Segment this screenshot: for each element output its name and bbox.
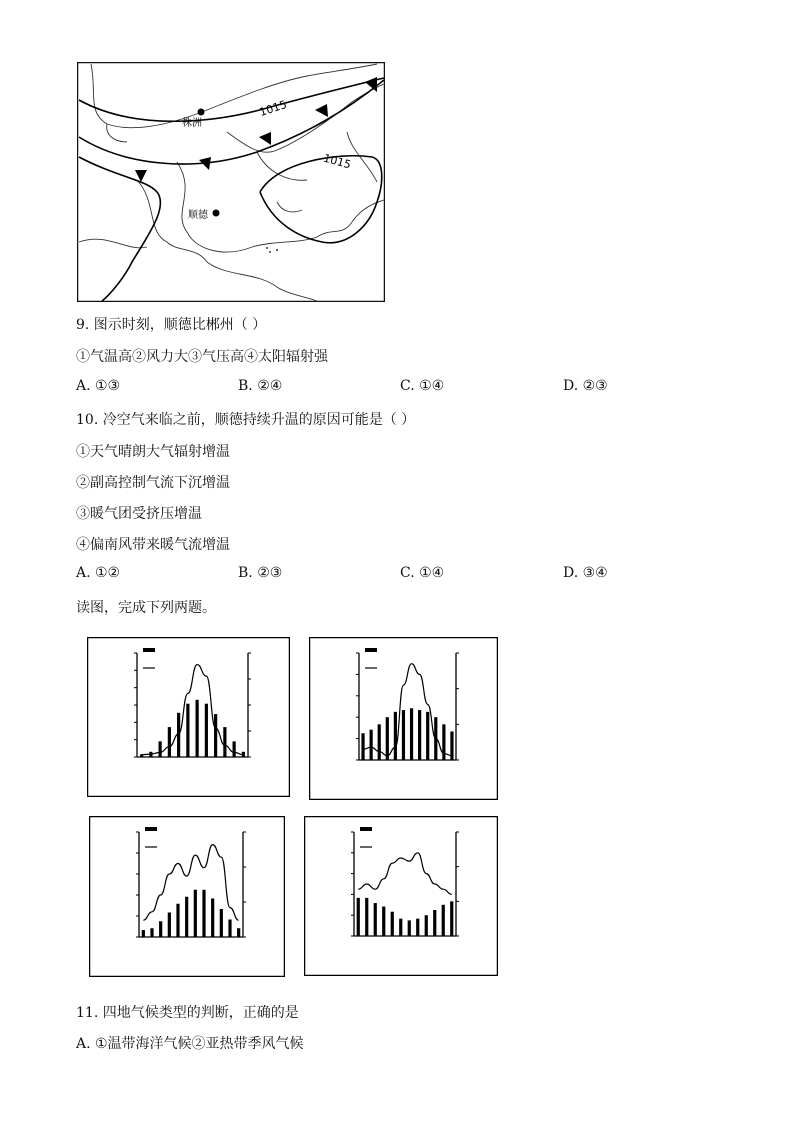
city-label-zhuzhou: 株洲: [182, 118, 202, 129]
temp-bar: [194, 890, 197, 937]
q10-item-2: ②副高控制气流下沉增温: [76, 475, 230, 491]
q11-option-a[interactable]: A. ①温带海洋气候②亚热带季风气候: [76, 1036, 304, 1052]
temp-bar: [442, 905, 445, 936]
temp-bar: [382, 907, 385, 936]
temp-bar: [442, 724, 445, 760]
q10-item-4: ④偏南风带来暖气流增温: [76, 537, 230, 553]
temp-bar: [357, 898, 360, 936]
q9-option-a[interactable]: A. ①③: [76, 378, 121, 394]
legend-swatch-temp: [365, 648, 377, 652]
climate-chart-1: [87, 637, 290, 797]
q9-items: ①气温高②风力大③气压高④太阳辐射强: [76, 349, 328, 365]
temp-bar: [168, 913, 171, 938]
temp-bar: [233, 741, 236, 757]
temp-bar: [399, 919, 402, 936]
q10-option-c[interactable]: C. ①④: [400, 565, 445, 581]
temp-bar: [408, 920, 411, 936]
city-dot-shunde: [213, 210, 220, 217]
temp-bar: [237, 928, 240, 937]
q10-item-3: ③暖气团受挤压增温: [76, 506, 202, 522]
temp-bar: [370, 730, 373, 760]
temp-bar: [365, 898, 368, 936]
legend-swatch-temp: [145, 827, 157, 831]
temp-bar: [228, 920, 231, 938]
city-dot-zhuzhou: [198, 109, 205, 116]
temp-bar: [186, 704, 189, 757]
q10-stem: 10. 冷空气来临之前，顺德持续升温的原因可能是（ ）: [76, 412, 416, 428]
q9-option-c[interactable]: C. ①④: [400, 378, 445, 394]
temp-bar: [425, 915, 428, 936]
temp-bar: [214, 714, 217, 757]
q9-stem: 9. 图示时刻，顺德比郴州（ ）: [76, 317, 267, 333]
temp-bar: [220, 909, 223, 937]
temp-bar: [433, 910, 436, 936]
temp-bar: [426, 712, 429, 760]
temp-bar: [402, 710, 405, 760]
temp-bar: [386, 717, 389, 760]
temp-bar: [168, 727, 171, 757]
chart-frame: [305, 817, 498, 976]
temp-bar: [394, 712, 397, 760]
temp-bar: [374, 903, 377, 936]
temp-bar: [159, 921, 162, 937]
temp-bar: [410, 708, 413, 760]
isobar-label: 1015: [321, 151, 353, 172]
temp-bar: [223, 727, 226, 757]
q10-option-d[interactable]: D. ③④: [563, 565, 608, 581]
temp-bar: [205, 704, 208, 757]
temp-bar: [416, 919, 419, 936]
temp-bar: [150, 928, 153, 937]
isobar-label: 1015: [257, 97, 289, 119]
temp-bar: [176, 904, 179, 937]
q9-option-b[interactable]: B. ②④: [238, 378, 283, 394]
temp-bar: [450, 901, 453, 936]
q10-option-a[interactable]: A. ①②: [76, 565, 121, 581]
temp-bar: [378, 724, 381, 760]
temp-bar: [196, 700, 199, 757]
city-label-shunde: 顺德: [188, 210, 208, 221]
temp-bar: [202, 890, 205, 937]
temp-bar: [391, 912, 394, 936]
chart-frame: [90, 817, 285, 977]
q10-option-b[interactable]: B. ②③: [238, 565, 283, 581]
climate-chart-2: [309, 637, 498, 800]
q10-item-1: ①天气晴朗大气辐射增温: [76, 444, 230, 460]
weather-map: [77, 62, 385, 302]
temp-bar: [211, 899, 214, 938]
q9-option-d[interactable]: D. ②③: [563, 378, 608, 394]
intro-text: 读图，完成下列两题。: [76, 600, 216, 616]
temp-bar: [418, 710, 421, 760]
climate-chart-4: [304, 816, 498, 976]
temp-bar: [159, 741, 162, 757]
legend-swatch-temp: [143, 648, 155, 652]
climate-chart-3: [89, 816, 285, 977]
temp-bar: [361, 733, 364, 760]
temp-bar: [185, 897, 188, 937]
q11-stem: 11. 四地气候类型的判断，正确的是: [76, 1005, 299, 1021]
temp-bar: [142, 930, 145, 937]
legend-swatch-temp: [360, 827, 372, 831]
